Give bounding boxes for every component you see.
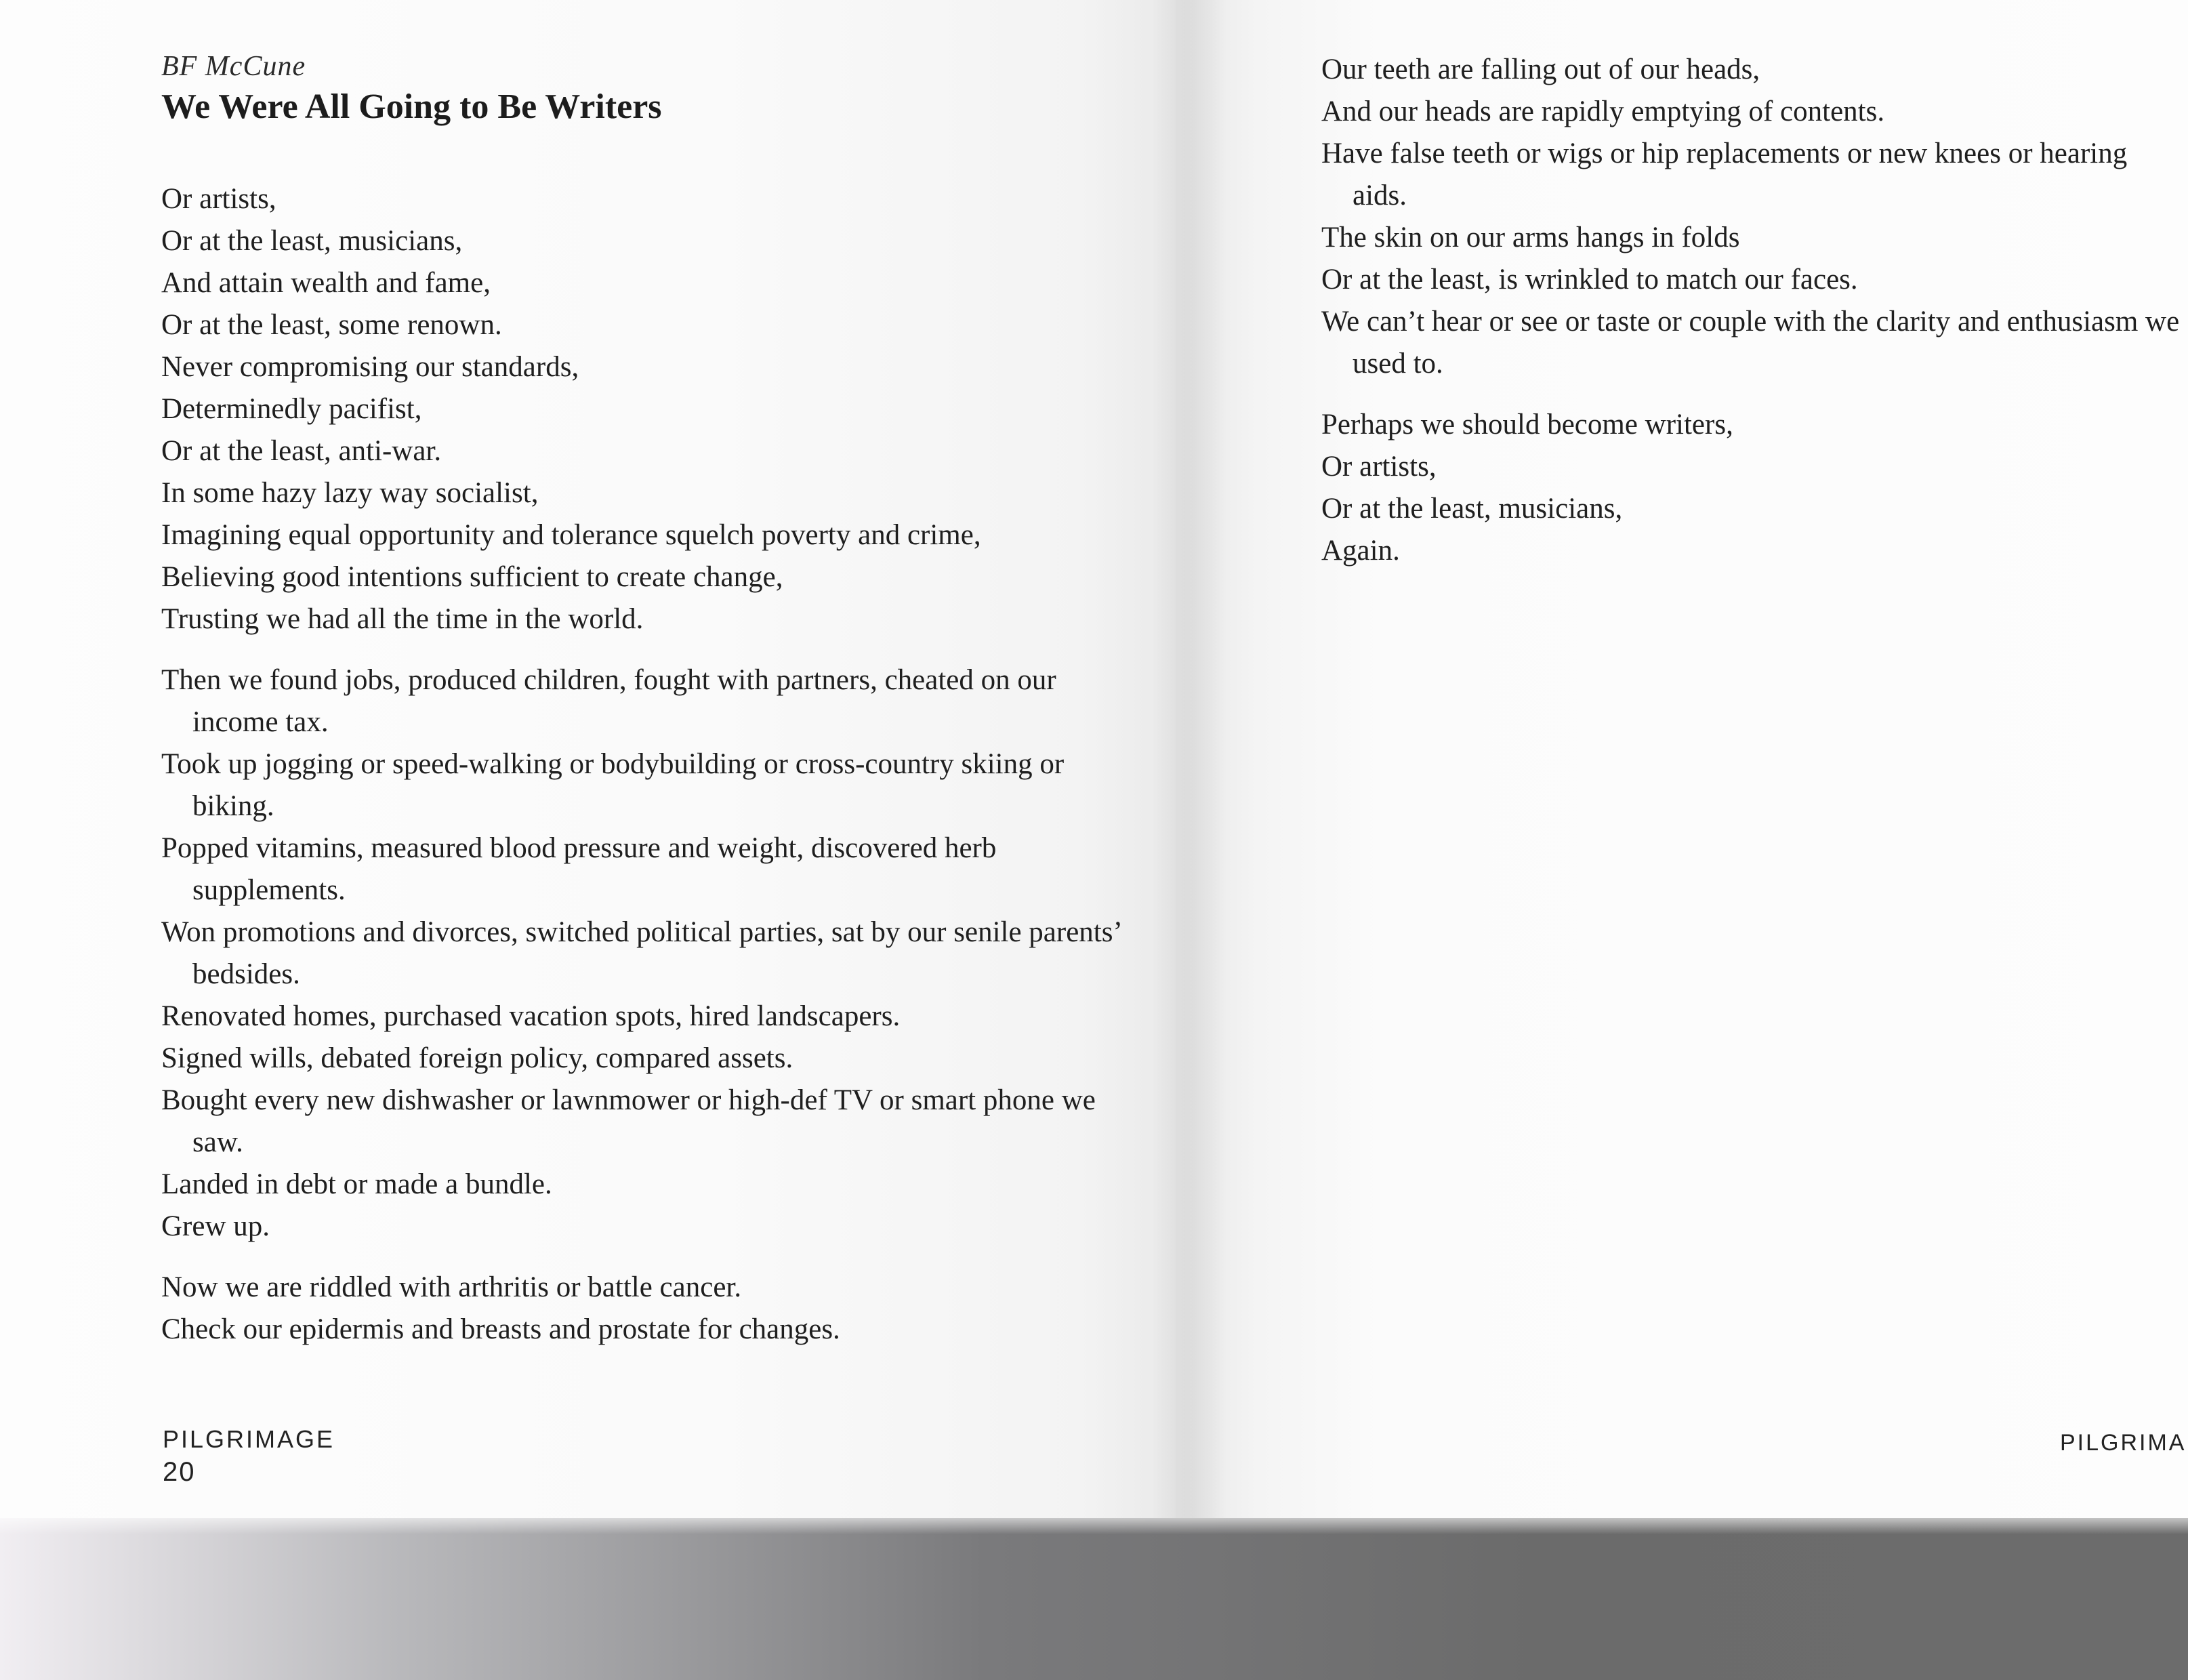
- poem-line: Perhaps we should become writers,: [1321, 409, 1733, 441]
- poem-line: Or at the least, is wrinkled to match our faces.: [1321, 264, 1858, 295]
- poem-line: Again.: [1321, 535, 1400, 567]
- author-name: BF McCune: [161, 51, 306, 82]
- stanza: [161, 1267, 1137, 1351]
- poem-line: And attain wealth and fame,: [161, 267, 491, 299]
- poem-line: Won promotions and divorces, switched political parties, sat by our senile parents’ bedsides.: [161, 916, 1121, 990]
- stanza: [161, 178, 1137, 640]
- poem-line: Grew up.: [161, 1210, 270, 1242]
- poem-line: And our heads are rapidly emptying of contents.: [1321, 96, 1885, 127]
- poem-line: The skin on our arms hangs in folds: [1321, 222, 1740, 253]
- running-footer-right: PILGRIMA: [2060, 1430, 2187, 1456]
- poem-line: Or at the least, anti-war.: [161, 435, 442, 467]
- stanza: [1321, 49, 2182, 385]
- poem-line: Or at the least, some renown.: [161, 309, 502, 341]
- poem-line: Believing good intentions sufficient to create change,: [161, 561, 783, 593]
- poem-line: Then we found jobs, produced children, fought with partners, cheated on our income tax.: [161, 664, 1056, 738]
- poem-line: In some hazy lazy way socialist,: [161, 477, 539, 509]
- poem-body-left: [161, 178, 1137, 1370]
- poem-line: Now we are riddled with arthritis or battle cancer.: [161, 1271, 742, 1303]
- poem-line: Bought every new dishwasher or lawnmower or high-def TV or smart phone we saw.: [161, 1084, 1096, 1158]
- poem-line: Or artists,: [1321, 451, 1437, 483]
- poem-line: Or at the least, musicians,: [161, 225, 463, 257]
- poem-line: Trusting we had all the time in the world.: [161, 603, 644, 635]
- running-footer: PILGRIMAGE: [163, 1425, 335, 1453]
- poem-line: Or artists,: [161, 183, 276, 215]
- scanner-edge: [0, 1518, 2188, 1680]
- poem-line: We can’t hear or see or taste or couple with the clarity and enthusiasm we used to.: [1321, 306, 2180, 380]
- poem-title: We Were All Going to Be Writers: [161, 87, 662, 126]
- poem-line: Check our epidermis and breasts and prostate for changes.: [161, 1313, 840, 1345]
- stanza: [161, 659, 1137, 1248]
- poem-line: Have false teeth or wigs or hip replacements or new knees or hearing aids.: [1321, 138, 2128, 211]
- poem-line: Landed in debt or made a bundle.: [161, 1168, 552, 1200]
- page-number: 20: [163, 1457, 196, 1487]
- book-gutter: [1152, 0, 1226, 1518]
- poem-line: Took up jogging or speed-walking or bodybuilding or cross-country skiing or biking.: [161, 748, 1065, 822]
- poem-body-right: [1321, 49, 2182, 591]
- poem-line: Imagining equal opportunity and tolerance squelch poverty and crime,: [161, 519, 981, 551]
- poem-line: Renovated homes, purchased vacation spots, hired landscapers.: [161, 1000, 901, 1032]
- left-page: [0, 0, 1176, 1518]
- poem-line: Never compromising our standards,: [161, 351, 579, 383]
- stanza: [1321, 404, 2182, 572]
- poem-line: Signed wills, debated foreign policy, compared assets.: [161, 1042, 793, 1074]
- poem-line: Determinedly pacifist,: [161, 393, 422, 425]
- poem-line: Our teeth are falling out of our heads,: [1321, 54, 1760, 85]
- poem-line: Popped vitamins, measured blood pressure and weight, discovered herb supplements.: [161, 832, 997, 906]
- poem-line: Or at the least, musicians,: [1321, 493, 1623, 525]
